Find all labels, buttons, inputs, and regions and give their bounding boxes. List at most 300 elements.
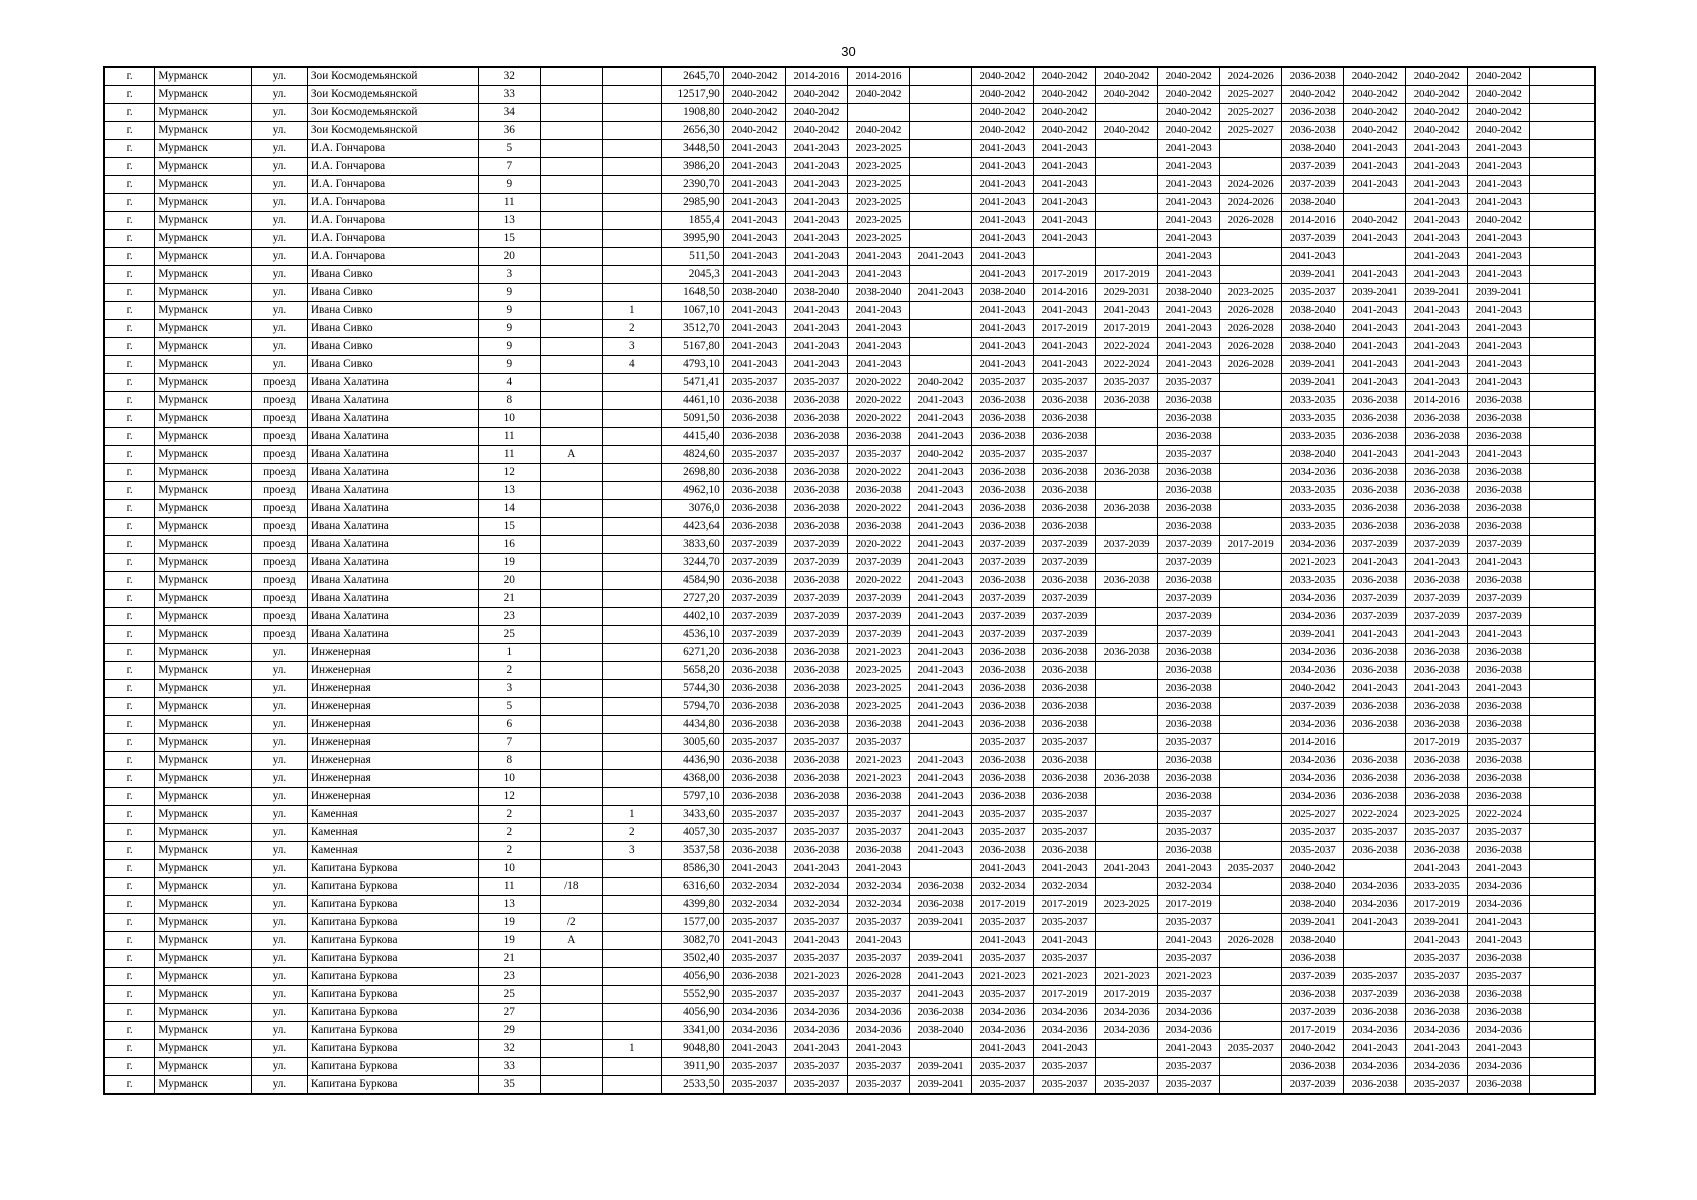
repair-period-cell: 2041-2043 — [1468, 320, 1530, 338]
repair-period-cell — [1220, 608, 1282, 626]
repair-period-cell: 2036-2038 — [723, 662, 785, 680]
repair-period-cell — [1096, 248, 1158, 266]
street-name-cell: Ивана Халатина — [307, 608, 478, 626]
repair-period-cell: 2036-2038 — [1344, 482, 1406, 500]
repair-period-cell: 2036-2038 — [1282, 104, 1344, 122]
city-cell: Мурманск — [155, 122, 252, 140]
repair-period-cell: 2036-2038 — [1096, 464, 1158, 482]
city-cell: Мурманск — [155, 842, 252, 860]
repair-period-cell: 2036-2038 — [1468, 698, 1530, 716]
repair-period-cell: 2036-2038 — [723, 752, 785, 770]
city-cell: Мурманск — [155, 716, 252, 734]
repair-period-cell: 2040-2042 — [847, 86, 909, 104]
repair-period-cell: 2041-2043 — [1033, 140, 1095, 158]
repair-period-cell: 2021-2023 — [847, 770, 909, 788]
settlement-type-cell: г. — [104, 67, 155, 86]
repair-period-cell: 2036-2038 — [1282, 67, 1344, 86]
street-type-cell: ул. — [251, 914, 307, 932]
repair-period-cell — [1220, 518, 1282, 536]
repair-period-cell: 2040-2042 — [1158, 104, 1220, 122]
repair-period-cell: 2039-2041 — [1282, 356, 1344, 374]
building-cell — [602, 122, 661, 140]
repair-period-cell: 2020-2022 — [847, 572, 909, 590]
area-cell: 3833,60 — [661, 536, 723, 554]
house-number-cell: 8 — [478, 392, 540, 410]
repair-period-cell: 2041-2043 — [847, 338, 909, 356]
street-type-cell: ул. — [251, 932, 307, 950]
repair-period-cell: 2041-2043 — [1406, 194, 1468, 212]
repair-period-cell: 2041-2043 — [723, 194, 785, 212]
repair-period-cell: 2036-2038 — [971, 842, 1033, 860]
area-cell: 4056,90 — [661, 1004, 723, 1022]
street-name-cell: Зои Космодемьянской — [307, 122, 478, 140]
settlement-type-cell: г. — [104, 338, 155, 356]
letter-cell — [540, 590, 602, 608]
street-type-cell: ул. — [251, 86, 307, 104]
repair-period-cell: 2036-2038 — [1468, 1076, 1530, 1095]
repair-period-cell: 2040-2042 — [723, 122, 785, 140]
repair-period-cell: 2036-2038 — [1406, 500, 1468, 518]
repair-period-cell — [909, 104, 971, 122]
repair-period-cell: 2041-2043 — [1158, 194, 1220, 212]
settlement-type-cell: г. — [104, 158, 155, 176]
repair-period-cell: 2037-2039 — [723, 626, 785, 644]
empty-cell — [1530, 626, 1595, 644]
repair-period-cell: 2041-2043 — [847, 860, 909, 878]
repair-period-cell: 2035-2037 — [1096, 374, 1158, 392]
street-type-cell: ул. — [251, 212, 307, 230]
street-name-cell: Ивана Сивко — [307, 356, 478, 374]
table-row — [104, 770, 1595, 788]
table-row — [104, 842, 1595, 860]
repair-period-cell: 2041-2043 — [1406, 680, 1468, 698]
repair-period-cell — [1096, 158, 1158, 176]
street-type-cell: ул. — [251, 158, 307, 176]
empty-cell — [1530, 284, 1595, 302]
repair-period-cell — [1220, 950, 1282, 968]
area-cell: 4415,40 — [661, 428, 723, 446]
building-cell — [602, 194, 661, 212]
house-number-cell: 10 — [478, 410, 540, 428]
repair-period-cell: 2041-2043 — [1468, 914, 1530, 932]
repair-period-cell: 2040-2042 — [1468, 212, 1530, 230]
repair-period-cell: 2035-2037 — [785, 374, 847, 392]
repair-period-cell: 2038-2040 — [847, 284, 909, 302]
repair-period-cell: 2026-2028 — [1220, 338, 1282, 356]
repair-period-cell — [909, 122, 971, 140]
repair-period-cell — [1096, 752, 1158, 770]
city-cell: Мурманск — [155, 824, 252, 842]
repair-period-cell: 2041-2043 — [723, 248, 785, 266]
repair-period-cell: 2037-2039 — [1344, 536, 1406, 554]
repair-period-cell — [1220, 140, 1282, 158]
repair-period-cell: 2035-2037 — [785, 914, 847, 932]
repair-period-cell: 2041-2043 — [1468, 374, 1530, 392]
repair-period-cell: 2037-2039 — [1096, 536, 1158, 554]
repair-period-cell: 2035-2037 — [1468, 968, 1530, 986]
repair-period-cell: 2036-2038 — [785, 680, 847, 698]
repair-period-cell: 2034-2036 — [1158, 1004, 1220, 1022]
table-row — [104, 896, 1595, 914]
repair-period-cell: 2026-2028 — [1220, 212, 1282, 230]
repair-period-cell: 2036-2038 — [1468, 1004, 1530, 1022]
repair-period-cell: 2036-2038 — [785, 500, 847, 518]
building-cell — [602, 140, 661, 158]
city-cell: Мурманск — [155, 446, 252, 464]
repair-period-cell: 2041-2043 — [1406, 140, 1468, 158]
house-number-cell: 36 — [478, 122, 540, 140]
repair-period-cell: 2041-2043 — [785, 176, 847, 194]
repair-period-cell: 2036-2038 — [1033, 572, 1095, 590]
letter-cell — [540, 320, 602, 338]
repair-period-cell: 2038-2040 — [1282, 878, 1344, 896]
settlement-type-cell: г. — [104, 716, 155, 734]
repair-period-cell — [909, 212, 971, 230]
letter-cell — [540, 158, 602, 176]
repair-period-cell: 2041-2043 — [1468, 932, 1530, 950]
repair-period-cell: 2022-2024 — [1344, 806, 1406, 824]
repair-period-cell: 2037-2039 — [785, 536, 847, 554]
repair-period-cell: 2039-2041 — [1406, 284, 1468, 302]
repair-period-cell: 2017-2019 — [1033, 266, 1095, 284]
repair-period-cell: 2036-2038 — [1468, 428, 1530, 446]
repair-period-cell — [1096, 230, 1158, 248]
city-cell: Мурманск — [155, 770, 252, 788]
table-row — [104, 824, 1595, 842]
repair-period-cell: 2033-2035 — [1282, 500, 1344, 518]
empty-cell — [1530, 536, 1595, 554]
building-cell — [602, 734, 661, 752]
repair-period-cell: 2034-2036 — [1282, 788, 1344, 806]
repair-period-cell: 2037-2039 — [1282, 230, 1344, 248]
repair-period-cell: 2041-2043 — [909, 806, 971, 824]
repair-period-cell: 2036-2038 — [1033, 392, 1095, 410]
city-cell: Мурманск — [155, 1040, 252, 1058]
repair-period-cell: 2041-2043 — [909, 428, 971, 446]
settlement-type-cell: г. — [104, 536, 155, 554]
repair-period-cell: 2036-2038 — [1033, 410, 1095, 428]
repair-period-cell: 2035-2037 — [785, 1076, 847, 1095]
settlement-type-cell: г. — [104, 1022, 155, 1040]
table-row — [104, 122, 1595, 140]
repair-period-cell: 2041-2043 — [1033, 158, 1095, 176]
repair-period-cell — [1220, 824, 1282, 842]
street-name-cell: Ивана Халатина — [307, 374, 478, 392]
repair-period-cell: 2036-2038 — [785, 788, 847, 806]
street-name-cell: Капитана Буркова — [307, 932, 478, 950]
repair-period-cell: 2041-2043 — [723, 1040, 785, 1058]
repair-period-cell: 2035-2037 — [1158, 806, 1220, 824]
settlement-type-cell: г. — [104, 86, 155, 104]
repair-period-cell: 2036-2038 — [723, 770, 785, 788]
table-row — [104, 500, 1595, 518]
table-row — [104, 716, 1595, 734]
repair-period-cell: 2041-2043 — [1344, 320, 1406, 338]
repair-period-cell: 2041-2043 — [909, 824, 971, 842]
letter-cell — [540, 176, 602, 194]
repair-period-cell: 2034-2036 — [785, 1004, 847, 1022]
repair-period-cell: 2038-2040 — [785, 284, 847, 302]
repair-period-cell: 2036-2038 — [1033, 842, 1095, 860]
repair-period-cell: 2041-2043 — [971, 140, 1033, 158]
table-row — [104, 734, 1595, 752]
repair-period-cell: 2036-2038 — [1344, 1004, 1406, 1022]
house-number-cell: 4 — [478, 374, 540, 392]
table-row — [104, 608, 1595, 626]
repair-period-cell: 2041-2043 — [909, 662, 971, 680]
repair-period-cell: 2040-2042 — [1406, 67, 1468, 86]
repair-period-cell: 2033-2035 — [1282, 428, 1344, 446]
repair-period-cell — [909, 67, 971, 86]
repair-period-cell: 2036-2038 — [1282, 950, 1344, 968]
repair-period-cell: 2039-2041 — [1282, 626, 1344, 644]
house-number-cell: 12 — [478, 464, 540, 482]
empty-cell — [1530, 644, 1595, 662]
repair-period-cell: 2036-2038 — [1158, 644, 1220, 662]
building-cell — [602, 590, 661, 608]
letter-cell — [540, 662, 602, 680]
repair-period-cell: 2017-2019 — [1096, 266, 1158, 284]
repair-period-cell: 2041-2043 — [909, 698, 971, 716]
letter-cell — [540, 302, 602, 320]
repair-period-cell — [1344, 950, 1406, 968]
letter-cell — [540, 572, 602, 590]
repair-period-cell: 2036-2038 — [1344, 500, 1406, 518]
repair-period-cell: 2041-2043 — [1406, 176, 1468, 194]
building-cell — [602, 680, 661, 698]
repair-period-cell: 2037-2039 — [1158, 554, 1220, 572]
city-cell: Мурманск — [155, 590, 252, 608]
repair-period-cell: 2024-2026 — [1220, 67, 1282, 86]
settlement-type-cell: г. — [104, 752, 155, 770]
repair-period-cell — [1096, 608, 1158, 626]
city-cell: Мурманск — [155, 968, 252, 986]
repair-period-cell — [909, 140, 971, 158]
street-name-cell: Ивана Халатина — [307, 626, 478, 644]
repair-period-cell: 2017-2019 — [1033, 896, 1095, 914]
repair-period-cell: 2041-2043 — [723, 320, 785, 338]
repair-period-cell: 2041-2043 — [1033, 194, 1095, 212]
house-number-cell: 2 — [478, 842, 540, 860]
settlement-type-cell: г. — [104, 1076, 155, 1095]
repair-period-cell: 2035-2037 — [1033, 1076, 1095, 1095]
repair-period-cell: 2037-2039 — [1033, 536, 1095, 554]
repair-period-cell: 2037-2039 — [1468, 608, 1530, 626]
repair-period-cell — [1096, 590, 1158, 608]
area-cell: 3082,70 — [661, 932, 723, 950]
house-number-cell: 20 — [478, 248, 540, 266]
repair-period-cell: 2041-2043 — [971, 248, 1033, 266]
settlement-type-cell: г. — [104, 968, 155, 986]
repair-period-cell: 2040-2042 — [1158, 122, 1220, 140]
repair-period-cell: 2034-2036 — [1282, 536, 1344, 554]
repair-period-cell — [1220, 968, 1282, 986]
repair-period-cell: 2026-2028 — [1220, 320, 1282, 338]
repair-period-cell: 2041-2043 — [1344, 1040, 1406, 1058]
repair-period-cell — [1220, 248, 1282, 266]
repair-period-cell: 2038-2040 — [1282, 896, 1344, 914]
repair-period-cell: 2040-2042 — [909, 374, 971, 392]
repair-period-cell: 2035-2037 — [971, 986, 1033, 1004]
repair-period-cell: 2035-2037 — [1406, 1076, 1468, 1095]
street-name-cell: Ивана Халатина — [307, 482, 478, 500]
repair-period-cell: 2036-2038 — [1158, 752, 1220, 770]
street-type-cell: ул. — [251, 770, 307, 788]
repair-period-cell: 2039-2041 — [909, 1058, 971, 1076]
repair-period-cell: 2020-2022 — [847, 374, 909, 392]
repair-period-cell: 2041-2043 — [971, 158, 1033, 176]
letter-cell — [540, 266, 602, 284]
area-cell: 3512,70 — [661, 320, 723, 338]
letter-cell — [540, 122, 602, 140]
repair-period-cell: 2035-2037 — [1033, 1058, 1095, 1076]
street-type-cell: проезд — [251, 374, 307, 392]
repair-period-cell: 2036-2038 — [1033, 518, 1095, 536]
repair-period-cell: 2017-2019 — [1220, 536, 1282, 554]
repair-period-cell: 2036-2038 — [1344, 410, 1406, 428]
repair-period-cell: 2035-2037 — [1406, 968, 1468, 986]
empty-cell — [1530, 428, 1595, 446]
repair-period-cell: 2040-2042 — [971, 122, 1033, 140]
repair-period-cell — [909, 230, 971, 248]
housing-repair-schedule-table — [103, 66, 1596, 1095]
repair-period-cell: 2036-2038 — [971, 716, 1033, 734]
repair-period-cell — [1220, 572, 1282, 590]
repair-period-cell: 2041-2043 — [1033, 212, 1095, 230]
letter-cell — [540, 680, 602, 698]
street-type-cell: проезд — [251, 428, 307, 446]
repair-period-cell: 2034-2036 — [1282, 644, 1344, 662]
letter-cell — [540, 860, 602, 878]
repair-period-cell: 2041-2043 — [1406, 374, 1468, 392]
settlement-type-cell: г. — [104, 824, 155, 842]
repair-period-cell: 2041-2043 — [909, 644, 971, 662]
repair-period-cell: 2035-2037 — [723, 446, 785, 464]
street-type-cell: ул. — [251, 680, 307, 698]
street-name-cell: Инженерная — [307, 770, 478, 788]
repair-period-cell: 2034-2036 — [1158, 1022, 1220, 1040]
repair-period-cell: 2023-2025 — [847, 158, 909, 176]
repair-period-cell: 2023-2025 — [1220, 284, 1282, 302]
repair-period-cell: 2037-2039 — [847, 608, 909, 626]
empty-cell — [1530, 248, 1595, 266]
empty-cell — [1530, 554, 1595, 572]
repair-period-cell: 2025-2027 — [1220, 104, 1282, 122]
repair-period-cell: 2035-2037 — [785, 806, 847, 824]
settlement-type-cell: г. — [104, 392, 155, 410]
repair-period-cell: 2036-2038 — [1282, 122, 1344, 140]
repair-period-cell: 2036-2038 — [1406, 464, 1468, 482]
repair-period-cell: 2041-2043 — [909, 986, 971, 1004]
table-row — [104, 140, 1595, 158]
building-cell — [602, 266, 661, 284]
empty-cell — [1530, 788, 1595, 806]
repair-period-cell: 2041-2043 — [1158, 266, 1220, 284]
repair-period-cell — [1220, 716, 1282, 734]
repair-period-cell: 2040-2042 — [1033, 104, 1095, 122]
street-type-cell: проезд — [251, 392, 307, 410]
repair-period-cell — [1096, 806, 1158, 824]
street-name-cell: Капитана Буркова — [307, 1022, 478, 1040]
repair-period-cell: 2032-2034 — [723, 896, 785, 914]
city-cell: Мурманск — [155, 212, 252, 230]
house-number-cell: 11 — [478, 428, 540, 446]
repair-period-cell: 2041-2043 — [909, 770, 971, 788]
table-row — [104, 230, 1595, 248]
repair-period-cell: 2041-2043 — [1158, 158, 1220, 176]
repair-period-cell: 2036-2038 — [1344, 662, 1406, 680]
house-number-cell: 8 — [478, 752, 540, 770]
settlement-type-cell: г. — [104, 104, 155, 122]
repair-period-cell: 2021-2023 — [1033, 968, 1095, 986]
repair-period-cell: 2036-2038 — [723, 644, 785, 662]
repair-period-cell: 2023-2025 — [847, 680, 909, 698]
repair-period-cell: 2035-2037 — [1158, 914, 1220, 932]
repair-period-cell: 2041-2043 — [723, 356, 785, 374]
repair-period-cell: 2036-2038 — [1468, 644, 1530, 662]
repair-period-cell: 2040-2042 — [723, 104, 785, 122]
repair-period-cell: 2040-2042 — [1158, 86, 1220, 104]
repair-period-cell: 2041-2043 — [785, 140, 847, 158]
letter-cell — [540, 968, 602, 986]
city-cell: Мурманск — [155, 536, 252, 554]
repair-period-cell — [1220, 428, 1282, 446]
area-cell: 5794,70 — [661, 698, 723, 716]
table-row — [104, 932, 1595, 950]
repair-period-cell: 2034-2036 — [1282, 662, 1344, 680]
building-cell — [602, 986, 661, 1004]
city-cell: Мурманск — [155, 500, 252, 518]
repair-period-cell — [1220, 770, 1282, 788]
street-type-cell: проезд — [251, 482, 307, 500]
letter-cell — [540, 644, 602, 662]
house-number-cell: 23 — [478, 968, 540, 986]
repair-period-cell: 2041-2043 — [785, 248, 847, 266]
area-cell: 3537,58 — [661, 842, 723, 860]
repair-period-cell: 2034-2036 — [1282, 464, 1344, 482]
table-row — [104, 176, 1595, 194]
street-type-cell: проезд — [251, 446, 307, 464]
empty-cell — [1530, 1058, 1595, 1076]
repair-period-cell: 2036-2038 — [1158, 410, 1220, 428]
city-cell: Мурманск — [155, 140, 252, 158]
repair-period-cell: 2036-2038 — [1406, 410, 1468, 428]
repair-period-cell: 2035-2037 — [785, 446, 847, 464]
table-row — [104, 806, 1595, 824]
repair-period-cell: 2035-2037 — [847, 446, 909, 464]
repair-period-cell: 2035-2037 — [1158, 986, 1220, 1004]
building-cell: 2 — [602, 320, 661, 338]
repair-period-cell — [1220, 500, 1282, 518]
repair-period-cell: 2040-2042 — [1344, 212, 1406, 230]
city-cell: Мурманск — [155, 860, 252, 878]
repair-period-cell: 2023-2025 — [847, 662, 909, 680]
area-cell: 5552,90 — [661, 986, 723, 1004]
repair-period-cell: 2035-2037 — [971, 446, 1033, 464]
letter-cell — [540, 194, 602, 212]
repair-period-cell: 2041-2043 — [785, 194, 847, 212]
repair-period-cell: 2036-2038 — [1406, 752, 1468, 770]
repair-period-cell: 2036-2038 — [971, 428, 1033, 446]
repair-period-cell: 2041-2043 — [1468, 158, 1530, 176]
city-cell: Мурманск — [155, 518, 252, 536]
city-cell: Мурманск — [155, 338, 252, 356]
repair-period-cell: 2033-2035 — [1282, 392, 1344, 410]
repair-period-cell: 2035-2037 — [847, 950, 909, 968]
settlement-type-cell: г. — [104, 428, 155, 446]
area-cell: 4461,10 — [661, 392, 723, 410]
repair-period-cell: 2036-2038 — [1344, 572, 1406, 590]
